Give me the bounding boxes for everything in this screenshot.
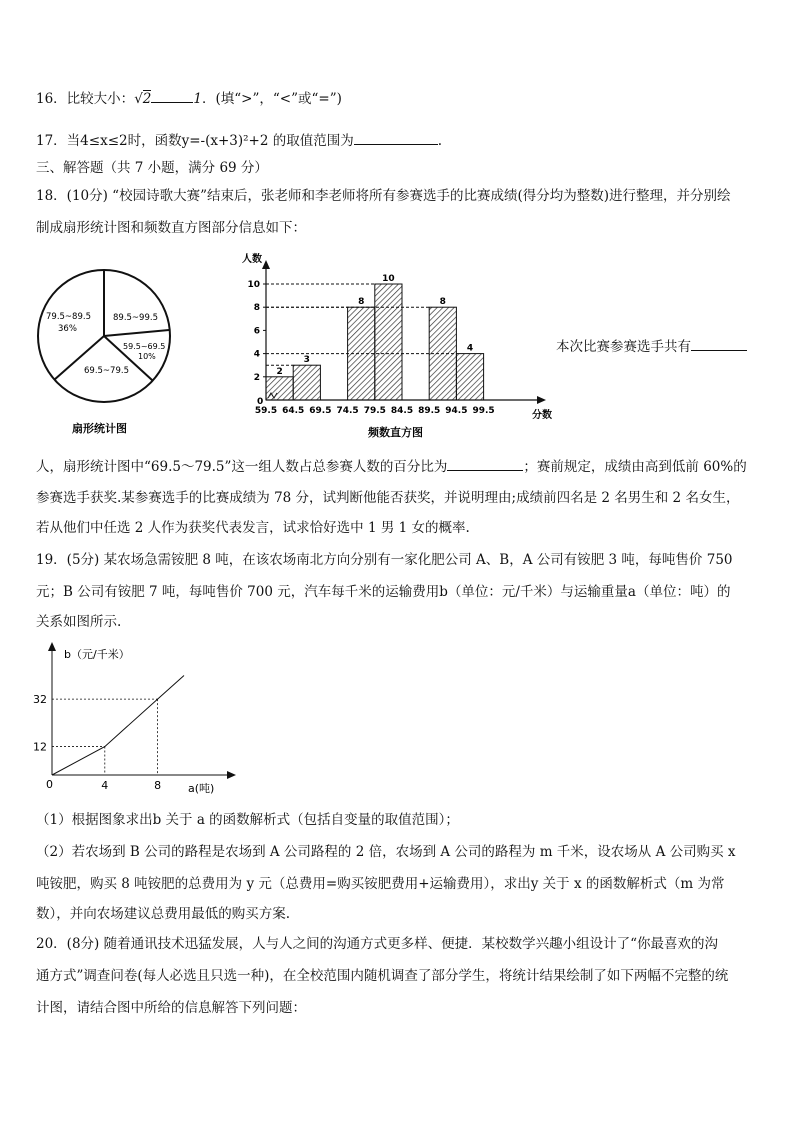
histogram-y-tick-label: 6 [253,326,260,337]
histogram-bar [293,365,320,400]
histogram-y-tick-label: 4 [253,349,260,360]
q19-line-2: 元；B 公司有铵肥 7 吨，每吨售价 700 元，汽车每千米的运输费用b（单位：元/千米）与运输重量a（单位：吨）的 [36,584,731,600]
q16-suffix: ．(填“>”，“<”或“=”) [201,91,342,107]
q18-line-3a: 人，扇形统计图中“69.5～79.5”这一组人数占总参赛人数的百分比为 [36,459,448,475]
histogram-y-tick-label: 10 [247,280,260,290]
q19-line-3: 关系如图所示. [36,614,122,630]
q19-part-2-line-2: 吨铵肥，购买 8 吨铵肥的总费用为 y 元（总费用=购买铵肥费用+运输费用），求出y 关于 x 的函数解析式（m 为常 [36,876,725,892]
pie-divider-right [104,330,169,336]
histogram-x-tick-label: 84.5 [390,406,414,416]
q18-line-1: 18．(10分) “校园诗歌大赛”结束后，张老师和李老师将所有参赛选手的比赛成绩(得分均为整数)进行整理，并分别绘 [36,188,731,204]
histogram-x-tick-label: 94.5 [445,406,468,416]
graph-line [52,675,184,775]
histogram-bar [266,377,293,400]
q19-part-1: （1）根据图象求出b 关于 a 的函数解析式（包括自变量的取值范围）； [36,812,459,828]
graph-y-tick-label: 12 [33,740,47,754]
q18-side-label: 本次比赛参赛选手共有 [556,339,691,355]
pie-pct-79-89: 36% [58,324,77,334]
graph-x-arrow [227,771,236,779]
graph-x-tick-label: 4 [101,779,109,792]
histogram-bar-label: 4 [466,343,474,354]
question-16 [36,88,342,109]
histogram-x-tick-label: 89.5 [418,406,441,416]
histogram-y-tick-label: 8 [253,303,260,314]
q20-line-3: 计图，请结合图中所给的信息解答下列问题： [36,1000,306,1016]
histogram-x-tick-label: 69.5 [309,406,332,416]
q18-line-5: 若从他们中任选 2 人作为获奖代表发言，试求恰好选中 1 男 1 女的概率. [36,520,470,536]
graph-y-label: b（元/千米） [64,648,130,661]
q17-suffix: . [437,133,443,149]
histogram-origin: 0 [257,397,264,407]
histogram-x-label: 分数 [532,410,552,421]
pie-label-59-69: 59.5~69.5 [123,342,166,351]
histogram-bar [375,284,402,400]
histogram-y-label: 人数 [242,254,262,265]
pie-label-69-79: 69.5~79.5 [84,366,129,376]
graph-y-arrow [48,642,56,651]
q16-prefix: 16．比较大小： [36,91,135,107]
q18-line-2: 制成扇形统计图和频数直方图部分信息如下： [36,220,306,236]
cost-weight-graph [30,640,250,800]
graph-origin: 0 [46,778,53,791]
q18-line-3 [36,456,747,477]
histogram-x-tick-label: 79.5 [363,406,386,416]
graph-x-label: a(吨) [188,782,215,795]
pie-caption: 扇形统计图 [72,422,127,435]
section-3-heading: 三、解答题（共 7 小题，满分 69 分） [36,160,268,176]
histogram-bar-label: 3 [303,355,310,366]
histogram-x-tick-label: 59.5 [254,406,278,416]
histogram-bar-label: 2 [276,366,283,377]
q17-answer-blank[interactable] [354,130,438,145]
frequency-histogram [236,248,566,448]
pie-pct-59-69: 10% [138,352,156,361]
histogram-caption: 频数直方图 [368,426,423,439]
graph-x-tick-label: 8 [154,779,162,792]
histogram-bar-label: 8 [358,297,365,308]
q17-prefix: 17．当4≤x≤2时，函数y=-(x+3)²+2 的取值范围为 [36,133,354,149]
pie-chart [34,268,184,438]
q18-percent-blank[interactable] [447,456,523,471]
sqrt-symbol: √ [134,91,143,107]
q16-one: 1 [193,91,202,107]
q18-line-3b: ；赛前规定，成绩由高到低前 60%的 [523,459,747,475]
histogram-x-arrow [537,396,546,404]
question-17 [36,130,442,151]
pie-label-89-99: 89.5~99.5 [113,313,158,323]
pie-label-79-89: 79.5~89.5 [46,312,91,322]
q18-line-4: 参赛选手获奖.某参赛选手的比赛成绩为 78 分，试判断他能否获奖，并说明理由;成绩前四名是 2 名男生和 2 名女生， [36,490,740,506]
graph-y-tick-label: 32 [33,693,47,707]
q19-part-2-line-1: （2）若农场到 B 公司的路程是农场到 A 公司路程的 2 倍，农场到 A 公司的路程为 m 千米，设农场从 A 公司购买 x [36,844,736,860]
q20-line-1: 20．(8分) 随着通讯技术迅猛发展，人与人之间的沟通方式更多样、便捷．某校数学兴趣小组设计了“你最喜欢的沟 [36,936,718,952]
q20-line-2: 通方式”调查问卷(每人必选且只选一种)，在全校范围内随机调查了部分学生，将统计结果绘制了如下两幅不完整的统 [36,968,729,984]
histogram-y-arrow [262,260,270,269]
radicand: 2 [142,91,152,107]
q19-part-2-line-3: 数），并向农场建议总费用最低的购买方案. [36,906,291,922]
q16-answer-blank[interactable] [151,88,193,103]
histogram-bar [456,354,483,400]
histogram-x-tick-label: 64.5 [282,406,305,416]
q18-total-blank[interactable] [691,336,747,351]
histogram-x-tick-label: 99.5 [472,406,495,416]
q18-side-text [556,336,747,357]
histogram-bar-label: 8 [439,297,446,308]
histogram-y-tick-label: 2 [253,372,260,383]
q19-line-1: 19．(5分) 某农场急需铵肥 8 吨，在该农场南北方向分别有一家化肥公司 A、B，A 公司有铵肥 3 吨，每吨售价 750 [36,552,733,568]
histogram-bar-label: 10 [382,274,395,284]
histogram-x-tick-label: 74.5 [336,406,359,416]
